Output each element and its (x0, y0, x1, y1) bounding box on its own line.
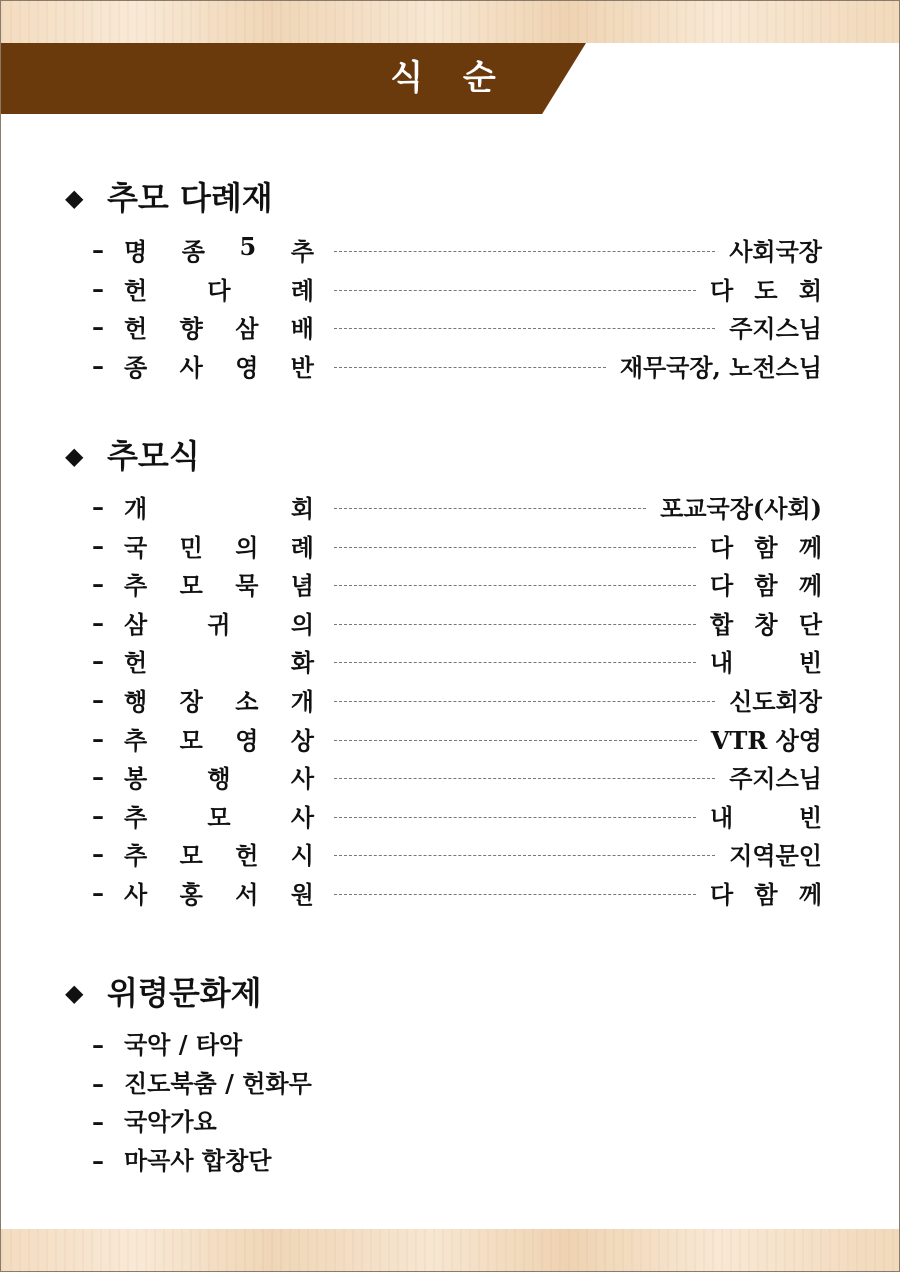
dash-bullet-icon: – (92, 1069, 104, 1098)
dash-bullet-icon: – (92, 645, 104, 675)
program-item-label: 국악 / 타악 (124, 1030, 243, 1059)
dotted-leader (334, 855, 715, 856)
dotted-leader (334, 701, 715, 702)
program-row-label: 추 모 영 상 (124, 725, 314, 755)
program-item (92, 1105, 217, 1139)
dash-bullet-icon: – (92, 761, 104, 791)
program-row-label: 추 모 묵 념 (124, 570, 314, 600)
dotted-leader (334, 624, 696, 625)
dash-bullet-icon: – (92, 1030, 104, 1059)
program-row-value: 합 창 단 (710, 609, 822, 639)
program-item (92, 1144, 271, 1178)
section-heading-text: 추모식 (107, 437, 200, 475)
program-row (92, 759, 822, 793)
program-row-label: 종 사 영 반 (124, 352, 314, 382)
dash-bullet-icon: – (92, 1146, 104, 1175)
program-row-value: 사회국장 (729, 236, 822, 266)
dotted-leader (334, 547, 696, 548)
dash-bullet-icon: – (92, 684, 104, 714)
dash-bullet-icon: – (92, 1107, 104, 1136)
program-row (92, 309, 822, 343)
program-row-label: 삼 귀 의 (124, 609, 314, 639)
dash-bullet-icon: – (92, 838, 104, 868)
program-row-value: 주지스님 (729, 763, 822, 793)
program-row-label: 사 홍 서 원 (124, 879, 314, 909)
dash-bullet-icon: – (92, 491, 104, 521)
dotted-leader (334, 817, 696, 818)
program-row-value: 다 함 께 (710, 879, 822, 909)
program-row (92, 643, 822, 677)
program-row-label: 추 모 헌 시 (124, 840, 314, 870)
program-row-value: 포교국장(사회) (660, 493, 822, 523)
section-heading-memorial-culture-festival (65, 971, 262, 1015)
dotted-leader (334, 740, 697, 741)
dotted-leader (334, 367, 606, 368)
section-heading-text: 추모 다례재 (107, 179, 273, 217)
program-row-label: 헌 향 삼 배 (124, 313, 314, 343)
program-row-value: 다 함 께 (710, 532, 822, 562)
program-row-label: 행 장 소 개 (124, 686, 314, 716)
wood-footer-strip (1, 1229, 899, 1271)
dash-bullet-icon: – (92, 350, 104, 380)
dash-bullet-icon: – (92, 607, 104, 637)
program-row-value: 내 빈 (710, 802, 822, 832)
dotted-leader (334, 508, 646, 509)
program-row (92, 836, 822, 870)
program-row (92, 232, 822, 266)
diamond-bullet-icon: ◆ (65, 184, 84, 212)
program-row (92, 489, 822, 523)
program-row-value: 다 도 회 (710, 275, 822, 305)
program-row-value: VTR 상영 (710, 725, 822, 755)
program-row (92, 798, 822, 832)
section-heading-memorial-ceremony (65, 434, 200, 478)
diamond-bullet-icon: ◆ (65, 979, 84, 1007)
program-row (92, 271, 822, 305)
dotted-leader (334, 290, 696, 291)
dotted-leader (334, 778, 715, 779)
diamond-bullet-icon: ◆ (65, 442, 84, 470)
dash-bullet-icon: – (92, 877, 104, 907)
dash-bullet-icon: – (92, 234, 104, 264)
page-title: 식 순 (390, 58, 510, 98)
program-row-value: 신도회장 (729, 686, 822, 716)
wood-header-strip (1, 1, 899, 43)
section-heading-text: 위령문화제 (107, 974, 262, 1012)
dash-bullet-icon: – (92, 800, 104, 830)
program-item-label: 마곡사 합창단 (124, 1146, 272, 1175)
program-row-value: 재무국장, 노전스님 (619, 352, 822, 382)
dotted-leader (334, 894, 696, 895)
program-row-label: 봉 행 사 (124, 763, 314, 793)
program-row (92, 875, 822, 909)
dotted-leader (334, 328, 715, 329)
dotted-leader (334, 662, 696, 663)
program-item-label: 진도북춤 / 헌화무 (124, 1069, 312, 1098)
program-row (92, 348, 822, 382)
program-row-label: 개 회 (124, 493, 314, 523)
program-row-label: 헌 화 (124, 647, 314, 677)
program-row-label: 헌 다 례 (124, 275, 314, 305)
program-row (92, 528, 822, 562)
dash-bullet-icon: – (92, 530, 104, 560)
dash-bullet-icon: – (92, 723, 104, 753)
dash-bullet-icon: – (92, 311, 104, 341)
program-row-value: 주지스님 (729, 313, 822, 343)
program-row-label: 추 모 사 (124, 802, 314, 832)
program-row-value: 내 빈 (710, 647, 822, 677)
dotted-leader (334, 251, 715, 252)
program-row-value: 다 함 께 (710, 570, 822, 600)
program-item (92, 1067, 312, 1101)
program-row (92, 682, 822, 716)
section-heading-memorial-tea-rite (65, 176, 273, 220)
program-item-label: 국악가요 (124, 1107, 217, 1136)
program-item (92, 1028, 242, 1062)
dotted-leader (334, 585, 696, 586)
dash-bullet-icon: – (92, 273, 104, 303)
program-row (92, 721, 822, 755)
program-row (92, 605, 822, 639)
program-row-label: 국 민 의 례 (124, 532, 314, 562)
program-row-value: 지역문인 (729, 840, 822, 870)
program-row-label: 명 종 5 추 (124, 231, 314, 266)
program-row (92, 566, 822, 600)
dash-bullet-icon: – (92, 568, 104, 598)
